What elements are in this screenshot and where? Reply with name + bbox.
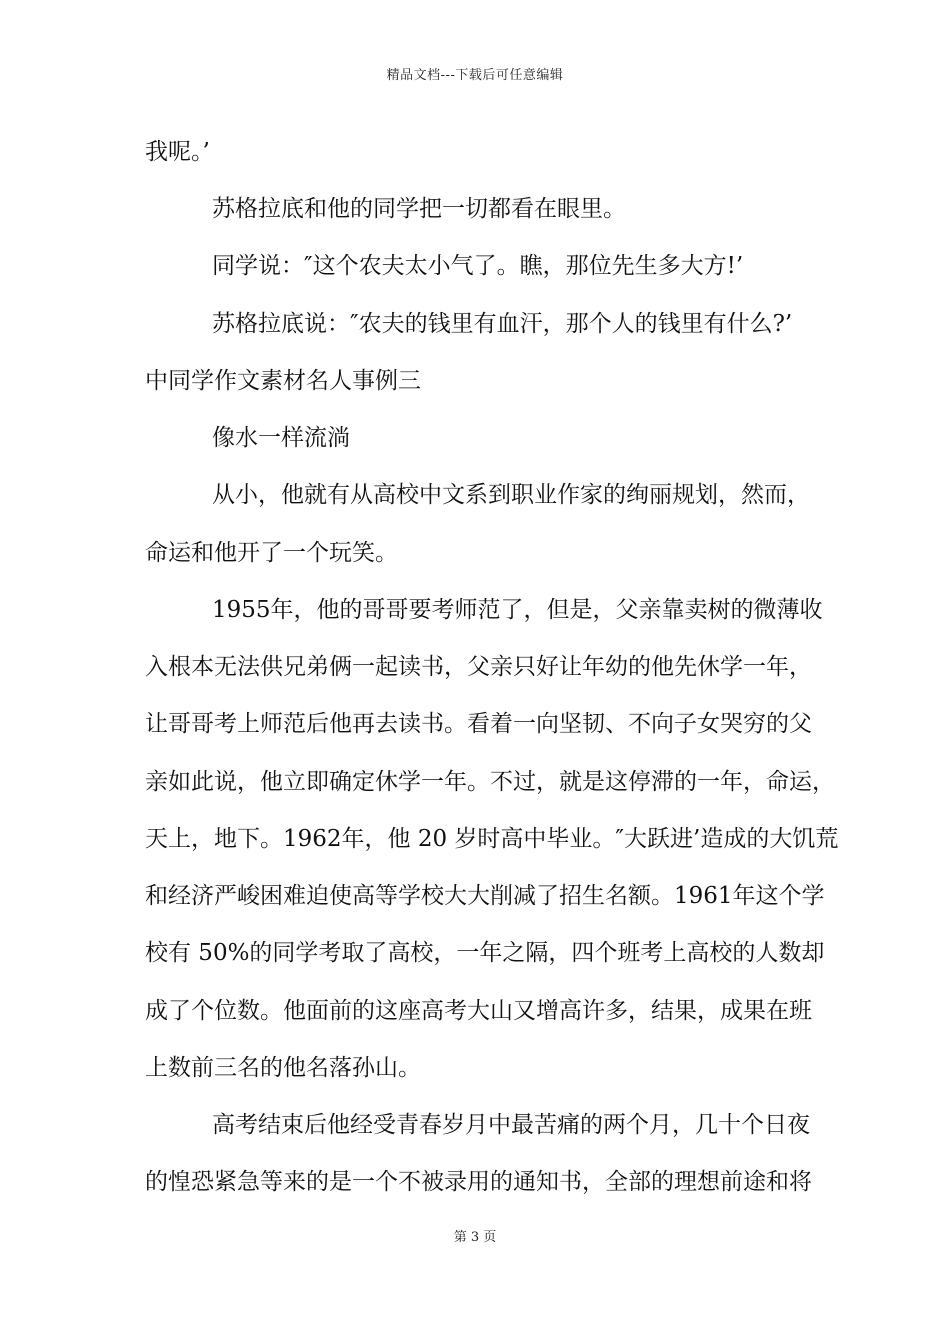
story-title: 像水一样流淌 — [212, 425, 350, 451]
text-line: 苏格拉底说：″农夫的钱里有血汗，那个人的钱里有什么?’ — [212, 311, 793, 337]
page-header: 精品文档---下载后可任意编辑 — [386, 68, 564, 83]
text-line: 的惶恐紧急等来的是一个不被录用的通知书，全部的理想前途和将 — [145, 1169, 812, 1195]
page-number: 第 3 页 — [453, 1230, 497, 1245]
text-line: 校有 50%的同学考取了高校，一年之隔，四个班考上高校的人数却 — [145, 940, 825, 966]
section-title: 中同学作文素材名人事例三 — [145, 368, 421, 394]
text-line: 入根本无法供兄弟俩一起读书，父亲只好让年幼的他先休学一年， — [145, 654, 812, 680]
text-line: 天上，地下。1962年，他 20 岁时高中毕业。″大跃进’造成的大饥荒 — [145, 826, 839, 852]
text-line: 从小，他就有从高校中文系到职业作家的绚丽规划，然而， — [212, 482, 810, 508]
text-line: 高考结束后他经受青春岁月中最苦痛的两个月，几十个日夜 — [212, 1112, 810, 1138]
text-line: 同学说：″这个农夫太小气了。瞧，那位先生多大方!’ — [212, 253, 744, 279]
text-line: 我呢。’ — [145, 139, 210, 165]
text-line: 让哥哥考上师范后他再去读书。看着一向坚韧、不向子女哭穷的父 — [145, 711, 812, 737]
text-line: 苏格拉底和他的同学把一切都看在眼里。 — [212, 196, 626, 222]
text-line: 1955年，他的哥哥要考师范了，但是，父亲靠卖树的微薄收 — [212, 597, 823, 623]
text-line: 上数前三名的他名落孙山。 — [145, 1055, 421, 1081]
text-line: 命运和他开了一个玩笑。 — [145, 540, 398, 566]
text-line: 亲如此说，他立即确定休学一年。不过，就是这停滞的一年，命运， — [145, 769, 835, 795]
text-line: 成了个位数。他面前的这座高考大山又增高许多，结果，成果在班 — [145, 998, 812, 1024]
text-line: 和经济严峻困难迫使高等学校大大削减了招生名额。1961年这个学 — [145, 883, 825, 909]
